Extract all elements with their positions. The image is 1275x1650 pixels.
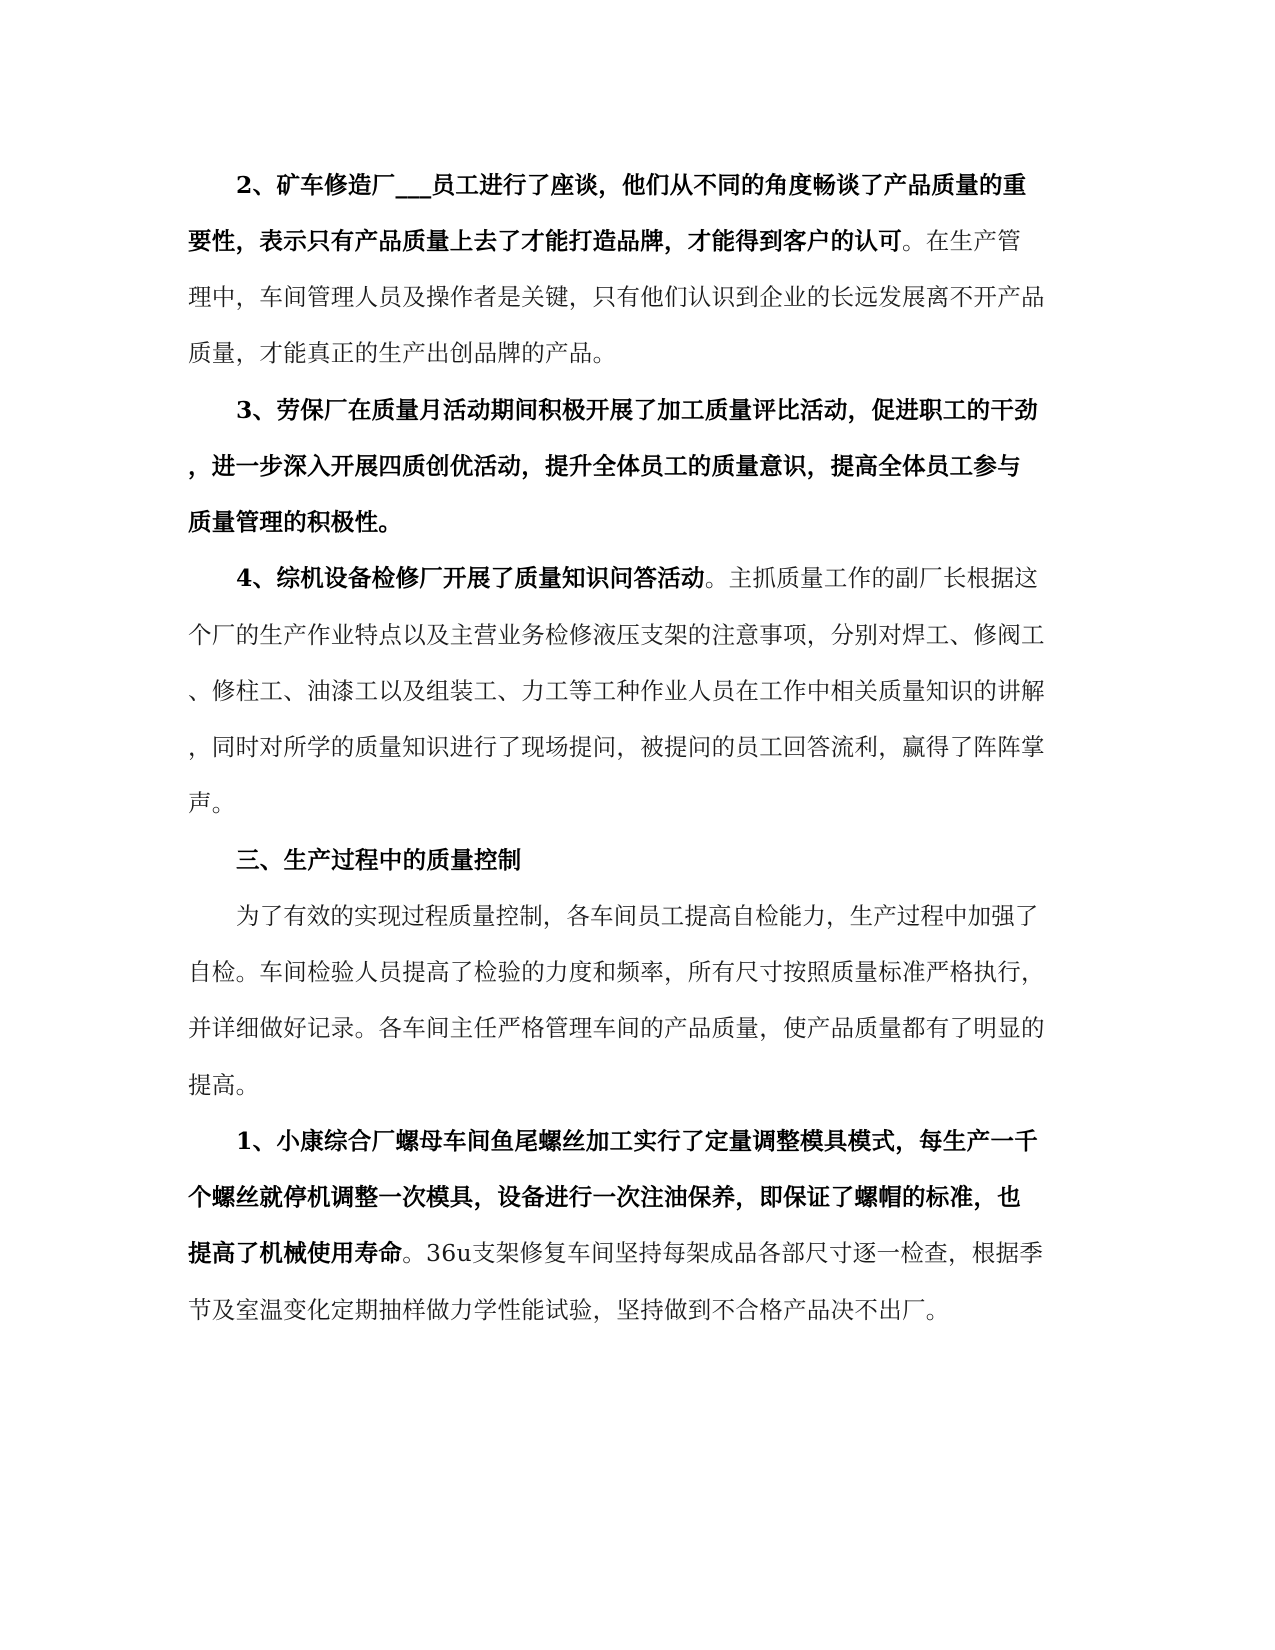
body-text: 自检。车间检验人员提高了检验的力度和频率，所有尺寸按照质量标准严格执行， (188, 958, 1045, 986)
body-text: 个厂的生产作业特点以及主营业务检修液压支架的注意事项，分别对焊工、修阀工 (188, 621, 1045, 649)
text-line (188, 783, 236, 823)
body-text: 。主抓质量工作的副厂长根据这 (704, 564, 1039, 592)
text-line (188, 1065, 259, 1105)
body-text: 。36u支架修复车间坚持每架成品各部尺寸逐一检查，根据季 (402, 1239, 1044, 1267)
text-line (188, 333, 616, 373)
text-line (188, 1008, 1045, 1048)
text-line (236, 558, 1038, 598)
body-text: 、修柱工、油漆工以及组装工、力工等工种作业人员在工作中相关质量知识的讲解 (188, 677, 1045, 705)
text-line (188, 446, 1021, 486)
heading-text: 三、生产过程中的质量控制 (236, 846, 522, 874)
text-line (236, 1121, 1038, 1161)
bold-text: 4、综机设备检修厂开展了质量知识问答活动 (236, 564, 705, 592)
bold-text: 要性，表示只有产品质量上去了才能打造品牌，才能得到客户的认可 (188, 227, 902, 255)
body-text: 。在生产管 (902, 227, 1021, 255)
bold-text: ，进一步深入开展四质创优活动，提升全体员工的质量意识，提高全体员工参与 (188, 452, 1021, 480)
bold-text: 2、矿车修造厂___员工进行了座谈，他们从不同的角度畅谈了产品质量的重 (236, 171, 1027, 199)
text-line (188, 615, 1045, 655)
text-line (236, 896, 1038, 936)
body-text: ，同时对所学的质量知识进行了现场提问，被提问的员工回答流利，赢得了阵阵掌 (188, 733, 1045, 761)
section-heading (236, 840, 522, 880)
body-text: 理中，车间管理人员及操作者是关键，只有他们认识到企业的长远发展离不开产品 (188, 283, 1045, 311)
bold-text: 3、劳保厂在质量月活动期间积极开展了加工质量评比活动，促进职工的干劲 (236, 396, 1039, 424)
text-line (236, 390, 1038, 430)
bold-text: 质量管理的积极性。 (188, 508, 403, 536)
text-line (188, 221, 1021, 261)
text-line (188, 277, 1045, 317)
text-line (188, 727, 1045, 767)
text-line (188, 1233, 1043, 1273)
body-text: 节及室温变化定期抽样做力学性能试验，坚持做到不合格产品决不出厂。 (188, 1296, 950, 1324)
body-text: 提高。 (188, 1071, 260, 1099)
bold-text: 提高了机械使用寿命 (188, 1239, 403, 1267)
body-text: 声。 (188, 789, 236, 817)
text-line (188, 502, 402, 542)
bold-text: 1、小康综合厂螺母车间鱼尾螺丝加工实行了定量调整模具模式，每生产一千 (236, 1127, 1039, 1155)
body-text: 并详细做好记录。各车间主任严格管理车间的产品质量，使产品质量都有了明显的 (188, 1014, 1045, 1042)
text-line (188, 952, 1045, 992)
text-line (188, 1290, 950, 1330)
bold-text: 个螺丝就停机调整一次模具，设备进行一次注油保养，即保证了螺帽的标准，也 (188, 1183, 1021, 1211)
text-line (188, 671, 1045, 711)
body-text: 为了有效的实现过程质量控制，各车间员工提高自检能力，生产过程中加强了 (236, 902, 1039, 930)
text-line (188, 1177, 1021, 1217)
text-line (236, 165, 1027, 205)
body-text: 质量，才能真正的生产出创品牌的产品。 (188, 339, 617, 367)
